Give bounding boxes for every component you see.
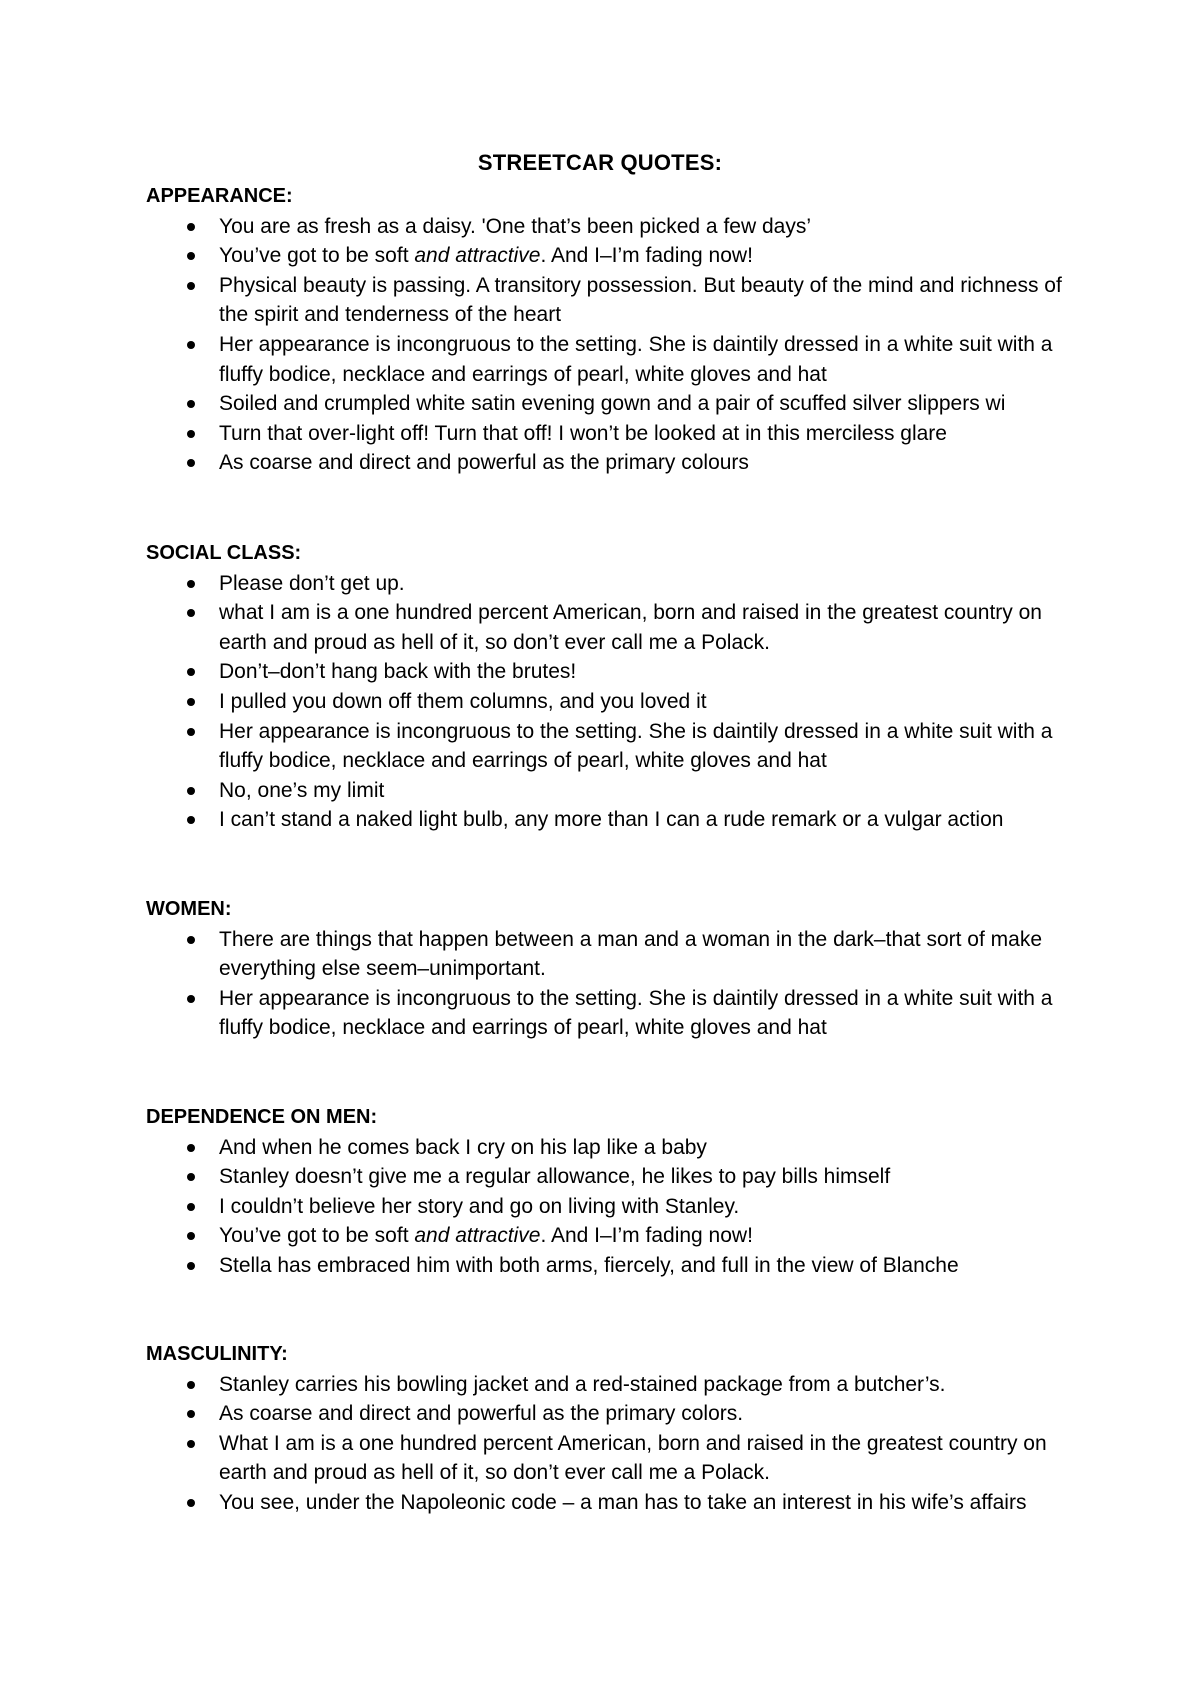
quote-list [146, 925, 1086, 1043]
quote-list [146, 569, 1086, 835]
list-item: I couldn’t believe her story and go on living with Stanley. [146, 1192, 1086, 1222]
quote-italic-text: and attractive [414, 1224, 541, 1248]
quote-text: You’ve got to be soft [219, 244, 415, 268]
list-item: And when he comes back I cry on his lap like a baby [146, 1133, 1086, 1163]
list-item [146, 241, 1086, 271]
quote-text: . And I–I’m fading now! [540, 244, 753, 268]
quote-list [146, 1370, 1086, 1518]
list-item: I pulled you down off them columns, and you loved it [146, 687, 1086, 717]
list-item: You see, under the Napoleonic code – a man has to take an interest in his wife’s affairs [146, 1488, 1086, 1518]
list-item [146, 1221, 1086, 1251]
list-item: No, one’s my limit [146, 776, 1086, 806]
list-item: What I am is a one hundred percent American, born and raised in the greatest country on earth and proud as hell of it, so don’t ever call me a Polack. [146, 1429, 1086, 1488]
quote-text: . And I–I’m fading now! [540, 1224, 753, 1248]
list-item: Stella has embraced him with both arms, fiercely, and full in the view of Blanche [146, 1251, 1086, 1281]
quote-text: You’ve got to be soft [219, 1224, 415, 1248]
list-item: Please don’t get up. [146, 569, 1086, 599]
list-item: You are as fresh as a daisy. 'One that’s been picked a few days’ [146, 212, 1086, 242]
section-heading: MASCULINITY: [146, 1343, 288, 1365]
list-item: As coarse and direct and powerful as the primary colours [146, 448, 1086, 478]
list-item: Turn that over-light off! Turn that off! I won’t be looked at in this merciless glare [146, 419, 1086, 449]
list-item: Her appearance is incongruous to the setting. She is daintily dressed in a white suit with a fluffy bodice, necklace and earrings of pearl, white gloves and hat [146, 717, 1086, 776]
list-item: Don’t–don’t hang back with the brutes! [146, 657, 1086, 687]
list-item: Her appearance is incongruous to the setting. She is daintily dressed in a white suit with a fluffy bodice, necklace and earrings of pearl, white gloves and hat [146, 984, 1086, 1043]
list-item: Stanley carries his bowling jacket and a red-stained package from a butcher’s. [146, 1370, 1086, 1400]
section-women [146, 895, 1086, 1043]
list-item: There are things that happen between a man and a woman in the dark–that sort of make everything else seem–unimportant. [146, 925, 1086, 984]
document-title: STREETCAR QUOTES: [477, 150, 723, 175]
list-item: Soiled and crumpled white satin evening gown and a pair of scuffed silver slippers wi [146, 389, 1086, 419]
list-item: Stanley doesn’t give me a regular allowance, he likes to pay bills himself [146, 1162, 1086, 1192]
list-item: Physical beauty is passing. A transitory possession. But beauty of the mind and richness of the spirit and tenderness of the heart [146, 271, 1086, 330]
quote-list [146, 1133, 1086, 1281]
list-item: Her appearance is incongruous to the setting. She is daintily dressed in a white suit with a fluffy bodice, necklace and earrings of pearl, white gloves and hat [146, 330, 1086, 389]
list-item: what I am is a one hundred percent American, born and raised in the greatest country on earth and proud as hell of it, so don’t ever call me a Polack. [146, 598, 1086, 657]
section-masculinity [146, 1340, 1086, 1518]
section-appearance [146, 182, 1086, 478]
section-social-class [146, 539, 1086, 835]
section-heading: APPEARANCE: [146, 185, 293, 207]
section-dependence-on-men [146, 1103, 1086, 1281]
section-heading: SOCIAL CLASS: [146, 542, 302, 564]
quote-italic-text: and attractive [414, 244, 541, 268]
list-item: As coarse and direct and powerful as the primary colors. [146, 1399, 1086, 1429]
quote-list [146, 212, 1086, 478]
section-heading: WOMEN: [146, 898, 232, 920]
section-heading: DEPENDENCE ON MEN: [146, 1106, 378, 1128]
list-item: I can’t stand a naked light bulb, any more than I can a rude remark or a vulgar action [146, 805, 1086, 835]
